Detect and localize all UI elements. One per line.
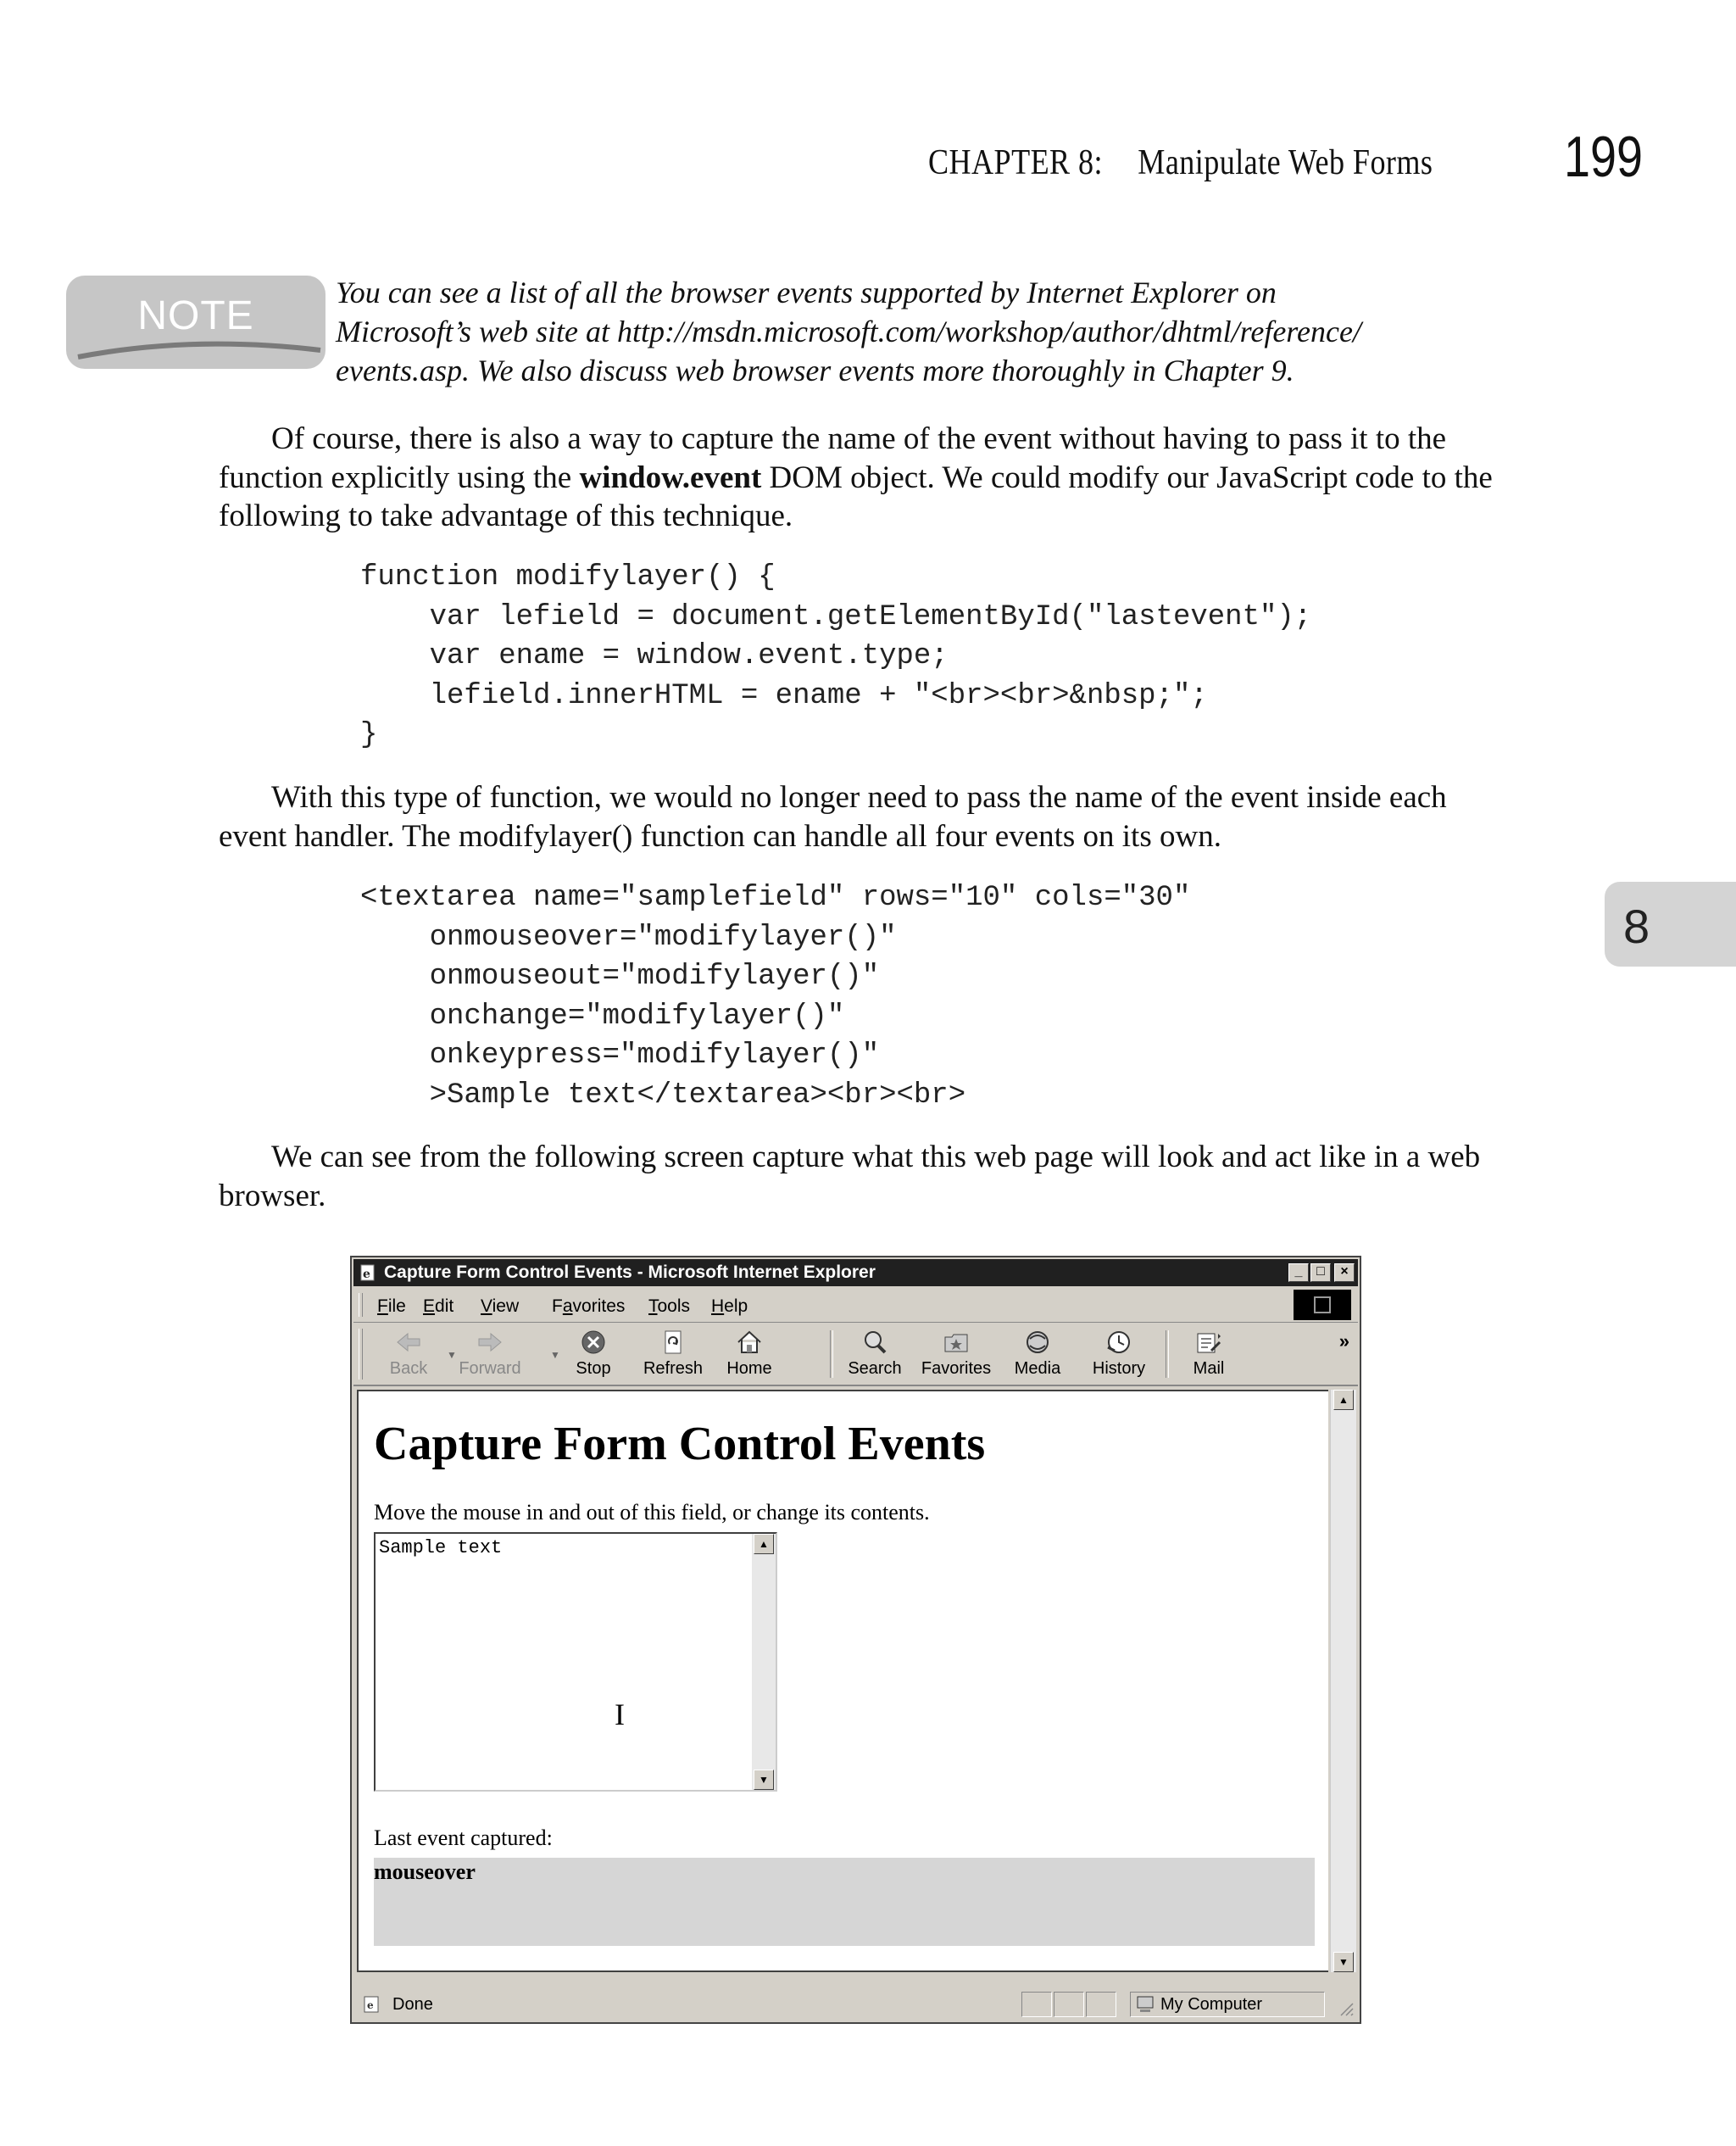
status-text: Done [392,1995,433,2014]
toolbar-grip[interactable] [359,1329,363,1380]
mail-button[interactable]: Mail [1172,1327,1245,1383]
svg-text:e: e [367,1999,374,2011]
paragraph-1-after: DOM object. We could modify our JavaScript code to the following to take advantage of this technique. [219,460,1493,533]
media-button[interactable]: Media [1001,1327,1074,1383]
history-icon [1104,1329,1133,1356]
page-scrollbar[interactable] [1330,1390,1356,1972]
paragraph-function [219,778,1499,856]
textarea-value: Sample text [379,1537,503,1558]
window-title: Capture Form Control Events - Microsoft Internet Explorer [384,1263,876,1282]
menu-bar [353,1288,1358,1323]
media-icon [1023,1329,1052,1356]
chapter-tab-number: 8 [1623,900,1650,953]
textarea-scroll-up-icon[interactable]: ▲ [754,1534,774,1554]
title-bar [353,1259,1358,1286]
refresh-button[interactable]: Refresh [637,1327,709,1383]
note-line-3: events.asp. We also discuss web browser events more thoroughly in Chapter 9. [336,354,1294,387]
textarea-scroll-down-icon[interactable]: ▼ [754,1770,774,1790]
note-label: NOTE [137,293,254,338]
toolbar-separator-2 [1166,1330,1169,1378]
back-arrow-icon [394,1329,423,1356]
menu-tools[interactable]: Tools [648,1296,691,1316]
history-button[interactable]: History [1082,1327,1155,1383]
back-button[interactable]: Back [372,1327,445,1383]
scroll-down-icon[interactable]: ▼ [1333,1952,1354,1972]
search-button[interactable]: Search [838,1327,911,1383]
status-cell [1086,1992,1116,2017]
note-line-2: Microsoft’s web site at http://msdn.microsoft.com/workshop/author/dhtml/reference/ [336,315,1361,348]
sample-textarea[interactable] [374,1532,777,1792]
standard-toolbar [353,1324,1358,1386]
favorites-button[interactable]: Favorites [920,1327,993,1383]
last-event-value: mouseover [374,1859,476,1884]
stop-button[interactable]: Stop [557,1327,630,1383]
forward-dropdown-icon[interactable]: ▼ [550,1349,560,1361]
text-cursor-icon: I [615,1697,625,1731]
mail-icon [1194,1329,1223,1356]
note-text [336,273,1472,390]
paragraph-screen-capture [219,1138,1499,1215]
status-cell [1054,1992,1084,2017]
windows-logo-icon [1294,1290,1351,1320]
textarea-scrollbar[interactable] [752,1534,776,1790]
home-icon [735,1329,764,1356]
status-zone: My Computer [1160,1995,1263,2014]
forward-arrow-icon [476,1329,504,1356]
status-bar [353,1987,1358,2021]
menu-favorites[interactable]: Favorites [552,1296,626,1316]
close-button[interactable]: × [1334,1263,1355,1282]
resize-grip-icon[interactable] [1336,1998,1355,2017]
page-instruction: Move the mouse in and out of this field, or change its contents. [374,1500,930,1524]
last-event-field [374,1858,1315,1946]
favorites-folder-icon [942,1329,971,1356]
menu-view[interactable]: View [481,1296,520,1316]
toolbar-chevron-icon[interactable]: » [1338,1330,1349,1352]
my-computer-icon [1135,1995,1155,2014]
home-button[interactable]: Home [713,1327,786,1383]
scroll-up-icon[interactable]: ▲ [1333,1390,1354,1410]
menu-edit[interactable]: Edit [423,1296,454,1316]
maximize-button[interactable]: □ [1310,1263,1331,1282]
paragraph-window-event [219,420,1499,536]
page-done-icon [362,1995,382,2014]
page-number: 199 [1564,125,1644,189]
paragraph-3-text: We can see from the following screen capture what this web page will look and act like in a web browser. [219,1140,1481,1213]
browser-window [350,1256,1361,2024]
note-badge [66,276,326,369]
forward-button[interactable]: Forward [453,1327,526,1383]
minimize-button[interactable]: _ [1288,1263,1309,1282]
svg-text:e: e [363,1268,370,1281]
paragraph-1-before: Of course, there is also a way to capture the name of the event without having to pass it to the function explicitly using the [219,421,1447,495]
menu-file[interactable]: File [377,1296,406,1316]
code-listing-modifylayer: function modifylayer() { var lefield = document.getElementById("lastevent"); var ename = window.event.type; lefield.innerHTML = ename + "<br><br>&nbsp;"; } [360,561,1312,751]
status-cell [1021,1992,1052,2017]
refresh-icon [659,1329,687,1356]
paragraph-2-text: With this type of function, we would no longer need to pass the name of the event inside each event handler. The modifylayer() function can handle all four events on its own. [219,780,1447,854]
code-listing-textarea: <textarea name="samplefield" rows="10" cols="30" onmouseover="modifylayer()" onmouseout="modifylayer()" onchange="modifylayer()" onkeypress="modifylayer()" >Sample text</textarea><br><br> [360,882,1191,1112]
ie-page-icon [359,1263,377,1282]
stop-icon [579,1329,608,1356]
running-head-title: Manipulate Web Forms [1138,143,1433,182]
menu-help[interactable]: Help [711,1296,748,1316]
page-heading: Capture Form Control Events [374,1418,986,1470]
note-line-1: You can see a list of all the browser events supported by Internet Explorer on [336,276,1277,309]
back-dropdown-icon[interactable]: ▼ [447,1349,457,1361]
toolbar-separator [830,1330,833,1378]
chapter-tab [1605,882,1736,967]
running-head [928,142,1433,183]
last-event-label: Last event captured: [374,1825,553,1850]
running-head-chapter: CHAPTER 8: [928,143,1103,182]
menu-grip[interactable] [359,1293,363,1317]
paragraph-1-bold: window.event [579,460,762,495]
search-icon [860,1329,889,1356]
page-content [357,1390,1328,1972]
